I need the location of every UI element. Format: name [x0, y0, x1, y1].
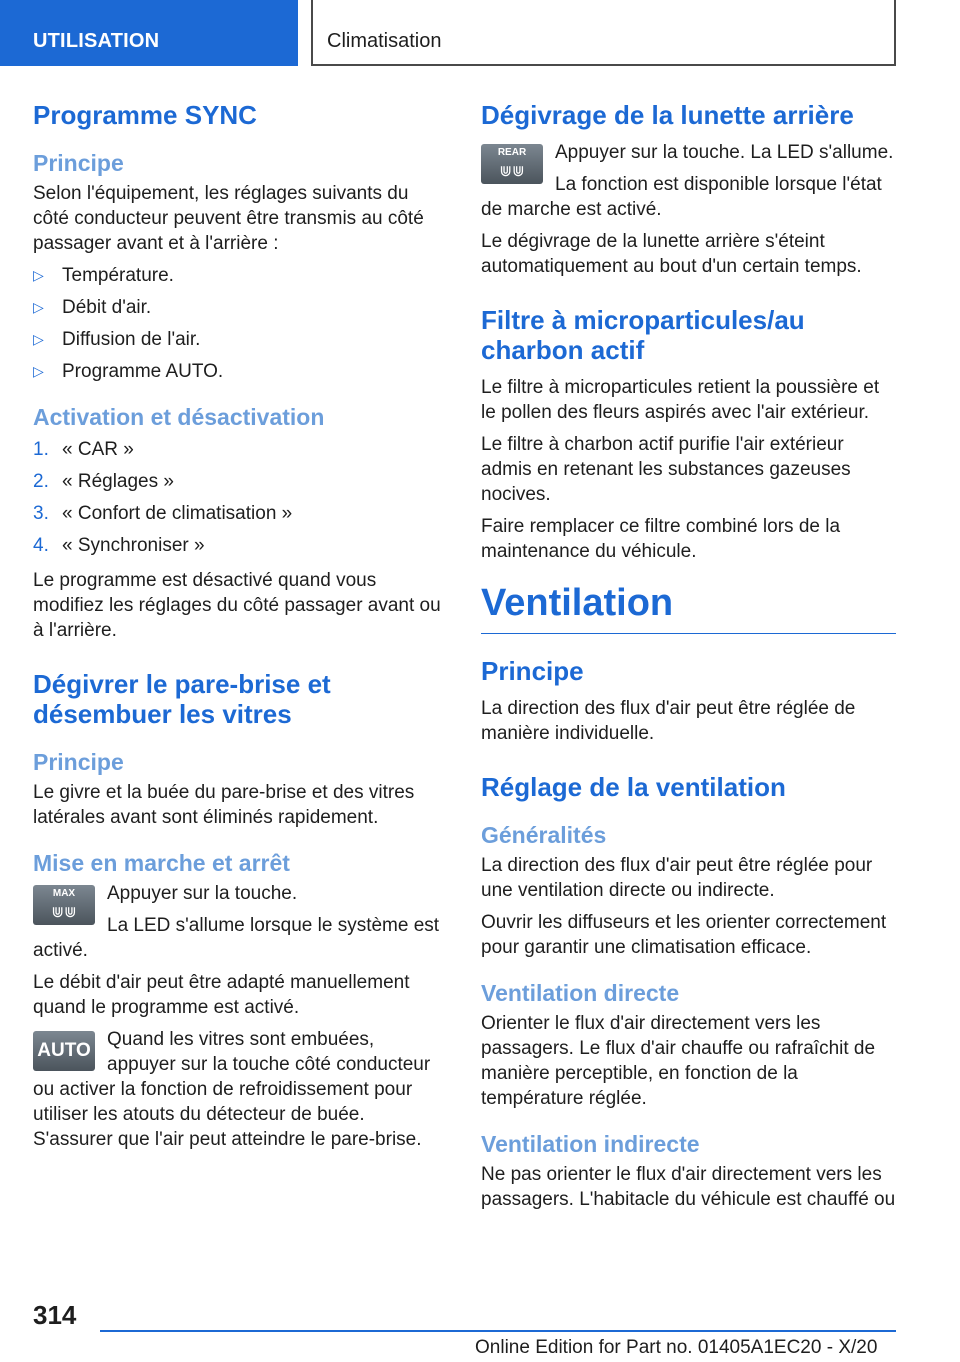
subheading-generalites: Généralités: [481, 822, 607, 848]
list-item: [33, 469, 448, 494]
rear-window-heat-icon: ⋓⋓: [499, 163, 525, 180]
gen-text-2: Ouvrir les diffuseurs et les orienter correctement pour garantir une climatisation efficace.: [481, 912, 887, 958]
chapter-title: Climatisation: [311, 0, 896, 66]
list-item: [33, 501, 448, 526]
edition-note: Online Edition for Part no. 01405A1EC20 - X/20: [475, 1337, 878, 1358]
heading-filtre: Filtre à microparticules/au charbon actif: [481, 305, 805, 365]
rear-text-2: La fonction est disponible lorsque l'état de marche est activé.: [481, 174, 882, 220]
subheading-principe: Principe: [33, 150, 124, 176]
list-item: [33, 533, 448, 558]
list-item-text: Diffusion de l'air.: [62, 329, 201, 350]
max-label: MAX: [52, 888, 76, 899]
rear-text-3: Le dégivrage de la lunette arrière s'éteint automatiquement au bout d'un certain temps.: [481, 231, 862, 277]
list-item: [33, 327, 448, 352]
list-item-text: Programme AUTO.: [62, 361, 224, 382]
list-item-text: « CAR »: [62, 439, 134, 460]
vent-principe-text: La direction des flux d'air peut être réglée de manière individuelle.: [481, 698, 856, 744]
sync-intro: Selon l'équipement, les réglages suivants du côté conducteur peuvent être transmis au côté passager avant et à l'arrière :: [33, 183, 424, 254]
triangle-bullet-icon: ▷: [33, 331, 44, 347]
gen-text-1: La direction des flux d'air peut être réglée pour une ventilation directe ou indirecte.: [481, 855, 873, 901]
list-item: [33, 263, 448, 288]
sync-note: Le programme est désactivé quand vous modifiez les réglages du côté passager avant ou à l'arrière.: [33, 570, 441, 641]
heading-sync: Programme SYNC: [33, 100, 257, 130]
heading-rear-defrost: Dégivrage de la lunette arrière: [481, 100, 854, 130]
heading-ventilation: Ventilation: [481, 582, 896, 634]
rear-defrost-button-icon: [481, 144, 543, 184]
list-item-text: « Réglages »: [62, 471, 174, 492]
step-number: 1.: [33, 439, 49, 460]
step-number: 3.: [33, 503, 49, 524]
subheading-directe: Ventilation directe: [481, 980, 680, 1006]
triangle-bullet-icon: ▷: [33, 267, 44, 283]
sync-settings-list: [33, 263, 448, 384]
list-item: [33, 437, 448, 462]
heading-degivrer: Dégivrer le pare-brise et désembuer les vitres: [33, 669, 331, 729]
activation-steps: [33, 437, 448, 558]
subheading-indirecte: Ventilation indirecte: [481, 1131, 700, 1157]
page-header: [0, 0, 960, 66]
left-column: [33, 100, 448, 1159]
filtre-text-3: Faire remplacer ce filtre combiné lors de la maintenance du véhicule.: [481, 516, 841, 562]
windshield-heat-icon: ⋓⋓: [51, 904, 77, 921]
auto-text: Quand les vitres sont embuées, appuyer sur la touche côté conducteur ou activer la fonction de refroidissement pour utiliser les atouts du détecteur de buée. S'assurer que l'air peut atteindre le pare-brise.: [33, 1029, 431, 1150]
max-text-1: Appuyer sur la touche.: [107, 883, 298, 904]
heading-principe: Principe: [481, 656, 584, 686]
page-number: 314: [33, 1300, 77, 1330]
max-text-2: La LED s'allume lorsque le système est activé.: [33, 915, 440, 961]
rear-text-1: Appuyer sur la touche. La LED s'allume.: [555, 142, 894, 163]
list-item: [33, 295, 448, 320]
rear-label: REAR: [497, 147, 527, 158]
subheading-mise-en-marche: Mise en marche et arrêt: [33, 850, 290, 876]
max-defrost-button-icon: [33, 885, 95, 925]
step-number: 2.: [33, 471, 49, 492]
subheading-principe: Principe: [33, 749, 124, 775]
list-item: [33, 359, 448, 384]
debit-text: Le débit d'air peut être adapté manuellement quand le programme est activé.: [33, 972, 410, 1018]
heading-reglage: Réglage de la ventilation: [481, 772, 786, 802]
directe-text: Orienter le flux d'air directement vers les passagers. Le flux d'air chauffe ou rafraîchit de manière perceptible, en fonction de la température réglée.: [481, 1013, 876, 1109]
triangle-bullet-icon: ▷: [33, 363, 44, 379]
subheading-activation: Activation et désactivation: [33, 404, 325, 430]
auto-label: AUTO: [37, 1040, 91, 1061]
step-number: 4.: [33, 535, 49, 556]
filtre-text-1: Le filtre à microparticules retient la poussière et le pollen des fleurs aspirés avec l'air extérieur.: [481, 377, 880, 423]
indirecte-text: Ne pas orienter le flux d'air directement vers les passagers. L'habitacle du véhicule est chauffé ou: [481, 1164, 896, 1210]
footer-divider: [100, 1330, 896, 1332]
filtre-text-2: Le filtre à charbon actif purifie l'air extérieur admis en retenant les substances gazeuses nocives.: [481, 434, 851, 505]
auto-button-icon: [33, 1031, 95, 1071]
list-item-text: « Confort de climatisation »: [62, 503, 293, 524]
auto-button-block: [33, 1027, 448, 1159]
degivrer-text: Le givre et la buée du pare-brise et des vitres latérales avant sont éliminés rapidement.: [33, 782, 415, 828]
list-item-text: Débit d'air.: [62, 297, 152, 318]
max-button-block: [33, 881, 448, 970]
section-tab: UTILISATION: [0, 0, 298, 66]
right-column: [481, 100, 896, 1219]
list-item-text: Température.: [62, 265, 174, 286]
rear-button-block: [481, 140, 896, 229]
list-item-text: « Synchroniser »: [62, 535, 205, 556]
triangle-bullet-icon: ▷: [33, 299, 44, 315]
